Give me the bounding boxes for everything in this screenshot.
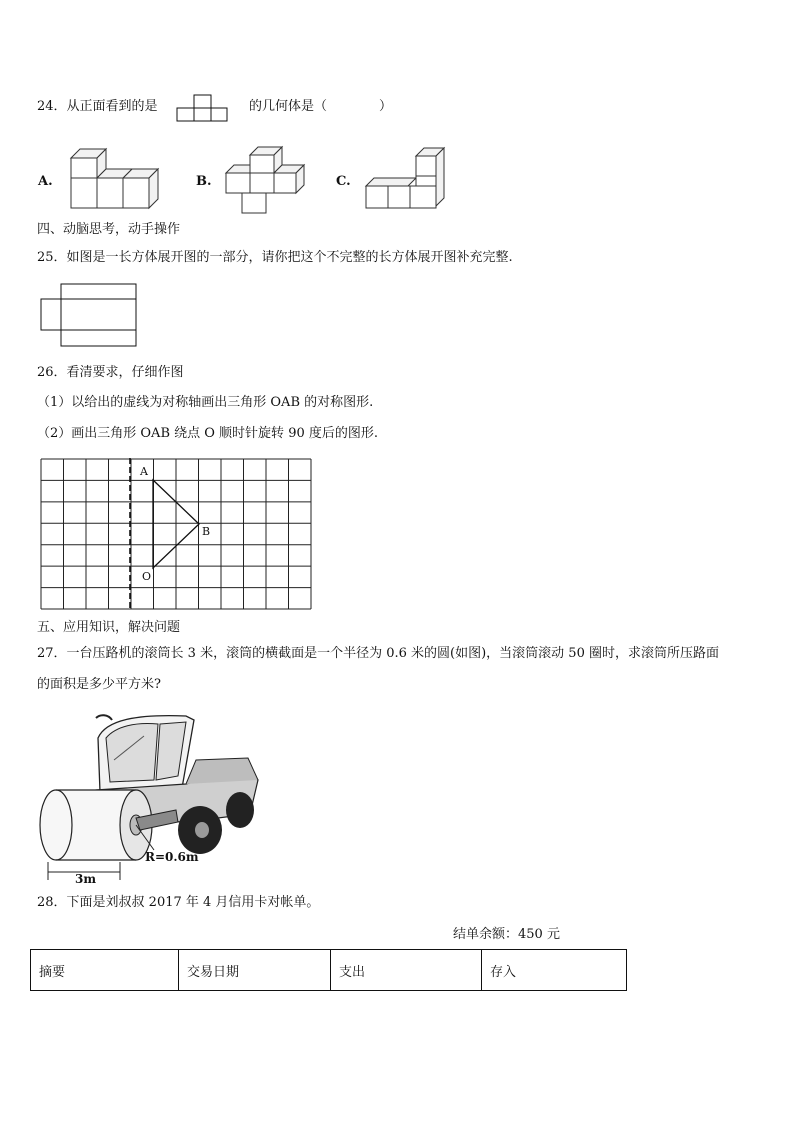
option-c-label: C. [336, 174, 351, 189]
radius-label: R=0.6m [145, 850, 199, 864]
q26-title: 26．看清要求，仔细作图 [37, 365, 184, 380]
q24-stem-start: 24．从正面看到的是 [37, 99, 158, 114]
statement-table [30, 949, 627, 991]
table-header-row [31, 950, 627, 991]
option-a-label: A. [38, 174, 53, 189]
section-five-heading: 五、应用知识，解决问题 [37, 620, 181, 635]
length-label: 3m [75, 872, 97, 886]
section-four-heading: 四、动脑思考，动手操作 [37, 222, 181, 237]
header-date: 交易日期 [179, 950, 331, 991]
point-a-label: A [140, 465, 148, 478]
q24-stem-end: 的几何体是（ ） [249, 99, 393, 114]
header-summary: 摘要 [31, 950, 179, 991]
q27-line-1: 27．一台压路机的滚筒长 3 米，滚筒的横截面是一个半径为 0.6 米的圆(如图)，当滚筒滚动 50 圈时，求滚筒所压路面 [37, 646, 719, 661]
net-diagram [40, 283, 138, 348]
point-o-label: O [142, 570, 152, 583]
cube-figure-c [364, 146, 446, 212]
option-b-label: B. [196, 174, 212, 189]
q26-part-1: （1）以给出的虚线为对称轴画出三角形 OAB 的对称图形. [37, 395, 374, 410]
header-deposit: 存入 [482, 950, 627, 991]
statement-balance: 结单余额：450 元 [453, 927, 560, 942]
front-view-figure [176, 94, 228, 124]
q25-text: 25．如图是一长方体展开图的一部分，请你把这个不完整的长方体展开图补充完整. [37, 250, 513, 265]
cube-figure-a [70, 148, 162, 210]
q28-text: 28．下面是刘叔叔 2017 年 4 月信用卡对帐单。 [37, 895, 320, 910]
q26-part-2: （2）画出三角形 OAB 绕点 O 顺时针旋转 90 度后的图形. [37, 426, 378, 441]
header-expense: 支出 [331, 950, 482, 991]
cube-figure-b [226, 146, 306, 214]
point-b-label: B [202, 525, 211, 538]
grid-figure [40, 458, 312, 610]
q27-line-2: 的面积是多少平方米? [37, 677, 161, 692]
